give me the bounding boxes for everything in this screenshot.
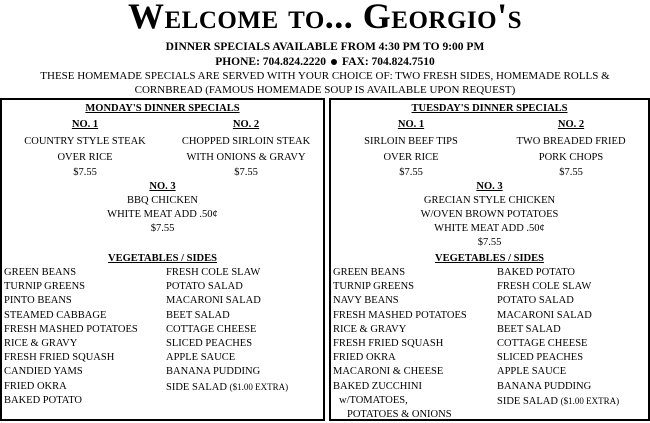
monday-panel xyxy=(0,98,325,421)
list-item: RICE & GRAVY xyxy=(4,337,78,349)
tuesday-sides-heading: VEGETABLES / SIDES xyxy=(435,253,544,264)
list-item: STEAMED CABBAGE xyxy=(4,309,107,321)
page-title: Welcome to... Georgio's xyxy=(128,0,522,36)
tuesday-no1-line1: SIRLOIN BEEF TIPS xyxy=(364,136,458,147)
list-item: APPLE SAUCE xyxy=(166,352,236,364)
list-item: BANANA PUDDING xyxy=(166,366,261,378)
list-item: RICE & GRAVY xyxy=(333,323,407,335)
list-item: SLICED PEACHES xyxy=(497,352,584,364)
tuesday-no3-line2: W/OVEN BROWN POTATOES xyxy=(420,209,559,220)
note-line-1: THESE HOMEMADE SPECIALS ARE SERVED WITH YOUR CHOICE OF: TWO FRESH SIDES, HOMEMADE ROLLS & xyxy=(40,70,610,82)
contact-line xyxy=(0,55,650,69)
side-salad-item xyxy=(497,394,619,408)
bullet-icon xyxy=(331,59,337,65)
list-item: POTATO SALAD xyxy=(497,295,574,307)
tuesday-no2-price: $7.55 xyxy=(559,167,583,178)
monday-sides-left xyxy=(4,266,138,408)
note-line-2: CORNBREAD (FAMOUS HOMEMADE SOUP IS AVAILABLE UPON REQUEST) xyxy=(134,84,516,96)
tuesday-no1-label: NO. 1 xyxy=(397,119,425,130)
tuesday-heading: TUESDAY'S DINNER SPECIALS xyxy=(411,103,568,114)
monday-no2-price: $7.55 xyxy=(234,167,258,178)
monday-no1-label: NO. 1 xyxy=(71,119,99,130)
tuesday-no2-line1: TWO BREADED FRIED xyxy=(516,136,626,147)
list-item: FRIED OKRA xyxy=(333,352,396,364)
monday-heading: MONDAY'S DINNER SPECIALS xyxy=(85,103,240,114)
list-item: GREEN BEANS xyxy=(4,267,77,278)
monday-no3-price: $7.55 xyxy=(150,223,175,234)
list-item: COTTAGE CHEESE xyxy=(166,323,257,335)
list-item: APPLE SAUCE xyxy=(497,366,567,378)
phone-text: PHONE: 704.824.2220 xyxy=(215,56,327,68)
list-item: BAKED ZUCCHINI xyxy=(333,380,422,392)
list-item: BAKED POTATO xyxy=(497,267,576,278)
monday-no3-line1: BBQ CHICKEN xyxy=(127,195,198,206)
list-item: TURNIP GREENS xyxy=(4,281,85,293)
tuesday-panel xyxy=(329,98,650,421)
list-item: FRESH COLE SLAW xyxy=(166,267,261,278)
side-salad-label: SIDE SALAD xyxy=(166,381,227,393)
tuesday-no2-label: NO. 2 xyxy=(557,119,585,130)
list-item: FRIED OKRA xyxy=(4,380,67,392)
list-item: PINTO BEANS xyxy=(4,295,72,307)
fax-text: FAX: 704.824.7510 xyxy=(342,56,435,68)
tuesday-no3-label: NO. 3 xyxy=(476,181,503,192)
tuesday-sides-left xyxy=(333,266,467,422)
list-item: FRESH MASHED POTATOES xyxy=(333,309,467,321)
tuesday-no2-line2: PORK CHOPS xyxy=(538,152,604,163)
list-item: FRESH FRIED SQUASH xyxy=(333,337,444,349)
list-item: MACARONI SALAD xyxy=(166,295,261,307)
tuesday-no3-line1: GRECIAN STYLE CHICKEN xyxy=(423,195,556,206)
list-item: TURNIP GREENS xyxy=(333,281,414,293)
list-item: GREEN BEANS xyxy=(333,267,406,278)
list-item: FRESH FRIED SQUASH xyxy=(4,352,115,364)
monday-sides-right xyxy=(166,266,288,394)
list-item: FRESH COLE SLAW xyxy=(497,281,592,293)
list-item: FRESH MASHED POTATOES xyxy=(4,323,138,335)
tuesday-no3-price: $7.55 xyxy=(477,237,502,248)
monday-no2-line2: WITH ONIONS & GRAVY xyxy=(186,152,306,163)
monday-sides-heading: VEGETABLES / SIDES xyxy=(108,253,217,264)
list-item: MACARONI SALAD xyxy=(497,309,592,321)
list-item: COTTAGE CHEESE xyxy=(497,337,588,349)
list-item: w/TOMATOES, xyxy=(339,394,408,406)
list-item: CANDIED YAMS xyxy=(4,366,83,378)
list-item: NAVY BEANS xyxy=(333,295,399,307)
monday-no1-line2: OVER RICE xyxy=(57,152,113,163)
monday-no2-line1: CHOPPED SIRLOIN STEAK xyxy=(181,136,311,147)
side-salad-label: SIDE SALAD xyxy=(497,395,558,407)
monday-no3-label: NO. 3 xyxy=(149,181,176,192)
list-item: POTATOES & ONIONS xyxy=(347,408,452,420)
side-salad-item xyxy=(166,380,288,394)
list-item: BANANA PUDDING xyxy=(497,380,592,392)
list-item: SLICED PEACHES xyxy=(166,337,253,349)
side-salad-extra: ($1.00 EXTRA) xyxy=(229,381,289,392)
tuesday-no1-line2: OVER RICE xyxy=(383,152,439,163)
list-item: BAKED POTATO xyxy=(4,394,83,406)
monday-no3-line2: WHITE MEAT ADD .50¢ xyxy=(107,209,218,220)
hours-line: DINNER SPECIALS AVAILABLE FROM 4:30 PM TO 9:00 PM xyxy=(165,41,485,53)
monday-no1-line1: COUNTRY STYLE STEAK xyxy=(24,136,146,147)
side-salad-extra: ($1.00 EXTRA) xyxy=(560,395,620,406)
list-item: POTATO SALAD xyxy=(166,281,243,293)
tuesday-no1-price: $7.55 xyxy=(399,167,423,178)
list-item: BEET SALAD xyxy=(166,309,230,321)
monday-no1-price: $7.55 xyxy=(73,167,97,178)
tuesday-no3-line3: WHITE MEAT ADD .50¢ xyxy=(434,223,545,234)
list-item: BEET SALAD xyxy=(497,323,561,335)
monday-no2-label: NO. 2 xyxy=(232,119,260,130)
list-item: MACARONI & CHEESE xyxy=(333,366,444,378)
tuesday-sides-right xyxy=(497,266,619,408)
